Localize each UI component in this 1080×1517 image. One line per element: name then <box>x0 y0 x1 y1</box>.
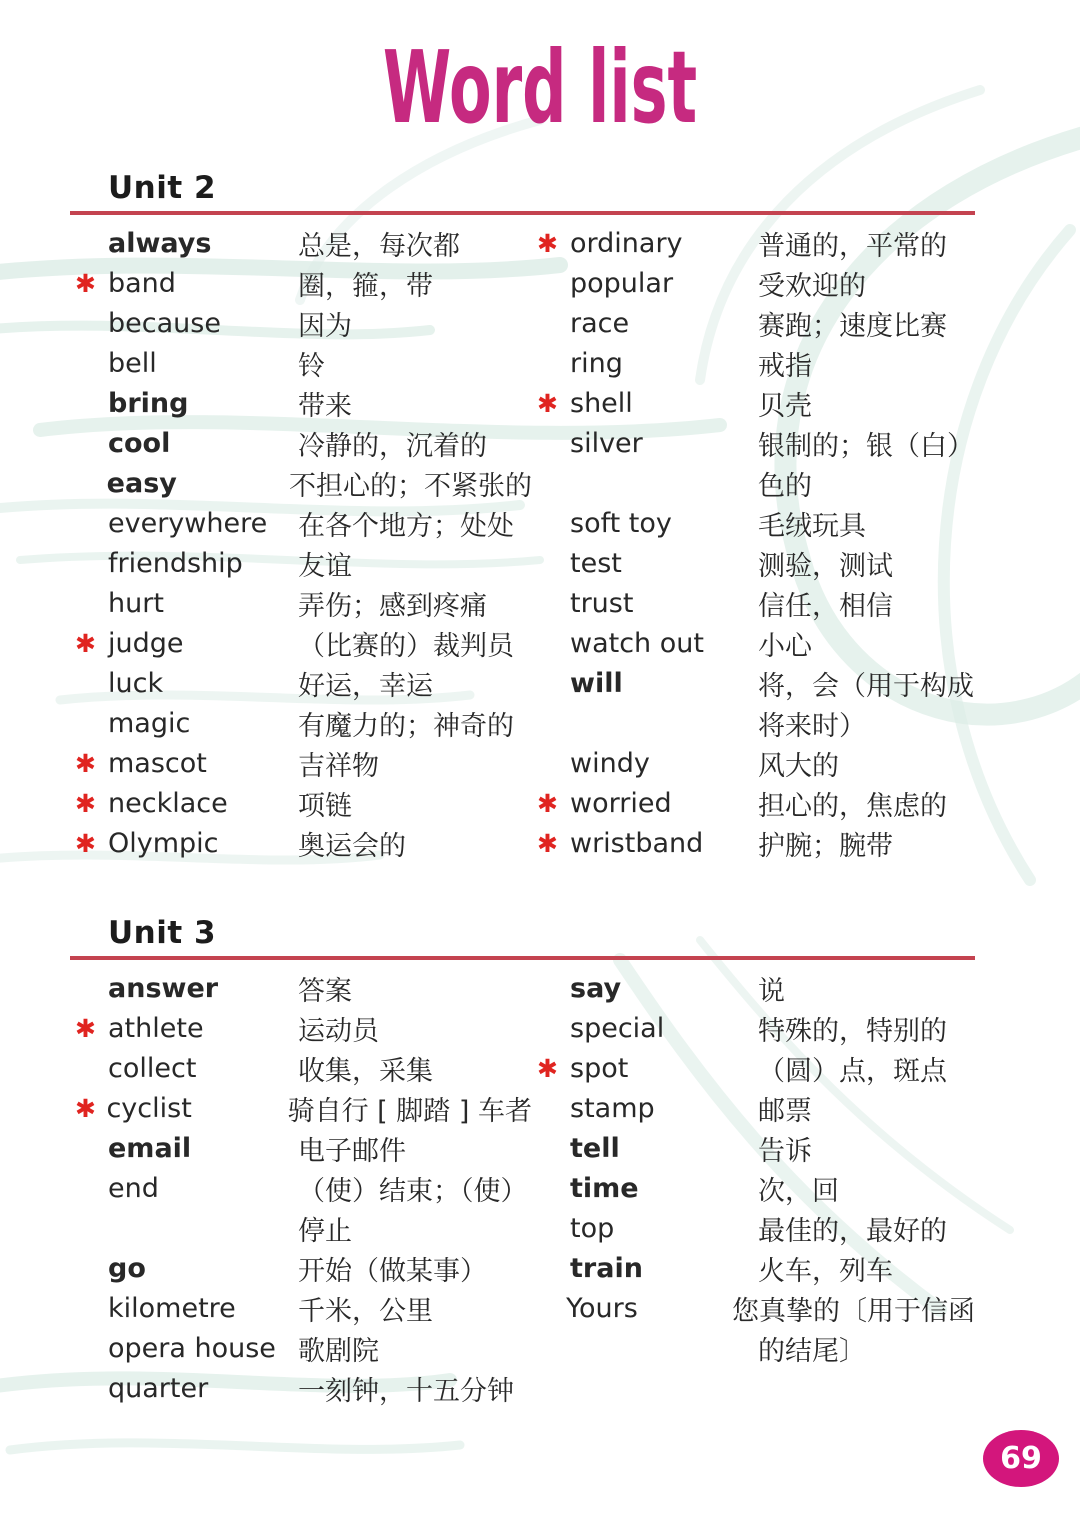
word-entry <box>532 1288 975 1328</box>
word-entry <box>70 263 532 303</box>
word-entry <box>532 423 975 463</box>
english-word: mascot <box>108 747 207 779</box>
english-word: trust <box>570 587 634 619</box>
word-row <box>70 303 975 343</box>
chinese-translation: 护腕；腕带 <box>758 830 893 862</box>
english-word: opera house <box>108 1332 276 1364</box>
word-entry <box>532 1048 975 1088</box>
chinese-translation: 运动员 <box>298 1015 379 1047</box>
word-entry <box>70 343 532 383</box>
english-word: go <box>108 1252 146 1284</box>
english-word: quarter <box>108 1372 209 1404</box>
english-word: cyclist <box>106 1092 192 1124</box>
english-word: train <box>570 1252 643 1284</box>
asterisk-icon: ✱ <box>75 788 96 818</box>
chinese-translation: （比赛的）裁判员 <box>298 630 514 662</box>
word-entry <box>532 503 975 543</box>
section-unit-2 <box>70 170 975 863</box>
chinese-translation: 小心 <box>758 630 812 662</box>
chinese-translation: 铃 <box>298 350 325 382</box>
english-word: always <box>108 227 212 259</box>
english-word: shell <box>570 387 633 419</box>
english-word: luck <box>108 667 164 699</box>
chinese-translation: 奥运会的 <box>298 830 406 862</box>
word-row <box>70 1048 975 1088</box>
word-entry <box>70 303 532 343</box>
english-word: windy <box>570 747 650 779</box>
chinese-translation: 冷静的，沉着的 <box>298 430 487 462</box>
chinese-translation: 告诉 <box>758 1135 812 1167</box>
asterisk-icon: ✱ <box>75 268 96 298</box>
word-entry <box>532 303 975 343</box>
word-row <box>70 1128 975 1168</box>
word-row <box>70 1008 975 1048</box>
chinese-translation: 电子邮件 <box>298 1135 406 1167</box>
chinese-translation: 好运，幸运 <box>298 670 433 702</box>
unit-3-word-rows <box>70 968 975 1408</box>
english-word: Yours <box>566 1292 638 1324</box>
english-word: popular <box>570 267 674 299</box>
word-entry <box>70 823 532 863</box>
word-entry <box>532 703 975 743</box>
chinese-translation: 圈，箍，带 <box>298 270 433 302</box>
word-entry <box>70 423 532 463</box>
word-row <box>70 463 975 503</box>
word-row <box>70 263 975 303</box>
word-entry <box>70 1088 532 1128</box>
english-word: ordinary <box>570 227 683 259</box>
chinese-translation: 赛跑；速度比赛 <box>758 310 947 342</box>
word-entry <box>70 1328 532 1368</box>
unit-3-heading: Unit 3 <box>108 915 217 951</box>
chinese-translation: 毛绒玩具 <box>758 510 866 542</box>
chinese-translation: 因为 <box>298 310 352 342</box>
english-word: time <box>570 1172 639 1204</box>
word-entry <box>532 263 975 303</box>
english-word: bring <box>108 387 189 419</box>
word-row <box>70 543 975 583</box>
chinese-translation: 吉祥物 <box>298 750 379 782</box>
chinese-translation: 友谊 <box>298 550 352 582</box>
page-number-badge <box>983 1430 1059 1487</box>
page-title: Word list <box>382 29 698 146</box>
chinese-translation: 收集，采集 <box>298 1055 433 1087</box>
english-word: answer <box>108 972 219 1004</box>
asterisk-icon: ✱ <box>75 1013 96 1043</box>
chinese-translation: 说 <box>758 975 785 1007</box>
chinese-translation: 一刻钟，十五分钟 <box>298 1375 514 1407</box>
word-entry <box>70 968 532 1008</box>
asterisk-icon: ✱ <box>75 748 96 778</box>
chinese-translation: 歌剧院 <box>298 1335 379 1367</box>
word-row <box>70 1368 975 1408</box>
chinese-translation: 有魔力的；神奇的 <box>298 710 514 742</box>
english-word: friendship <box>108 547 243 579</box>
word-row <box>70 1288 975 1328</box>
word-entry <box>532 543 975 583</box>
chinese-translation: 次，回 <box>758 1175 839 1207</box>
english-word: cool <box>108 427 171 459</box>
english-word: Olympic <box>108 827 219 859</box>
word-entry <box>70 703 532 743</box>
word-entry <box>532 1208 975 1248</box>
word-entry <box>70 1008 532 1048</box>
english-word: necklace <box>108 787 228 819</box>
chinese-translation: 色的 <box>758 470 812 502</box>
word-entry <box>70 1288 532 1328</box>
word-entry <box>532 1328 975 1368</box>
asterisk-icon: ✱ <box>75 828 96 858</box>
english-word: wristband <box>570 827 704 859</box>
chinese-translation: 答案 <box>298 975 352 1007</box>
word-row <box>70 503 975 543</box>
english-word: collect <box>108 1052 197 1084</box>
asterisk-icon: ✱ <box>75 1093 96 1123</box>
english-word: tell <box>570 1132 620 1164</box>
asterisk-icon: ✱ <box>537 1053 558 1083</box>
english-word: end <box>108 1172 159 1204</box>
asterisk-icon: ✱ <box>75 628 96 658</box>
word-entry <box>532 743 975 783</box>
english-word: magic <box>108 707 191 739</box>
word-row <box>70 1088 975 1128</box>
word-row <box>70 823 975 863</box>
word-entry <box>532 1008 975 1048</box>
english-word: top <box>570 1212 615 1244</box>
english-word: band <box>108 267 176 299</box>
chinese-translation: 将，会（用于构成 <box>758 670 974 702</box>
english-word: will <box>570 667 623 699</box>
word-entry <box>70 223 532 263</box>
chinese-translation: 邮票 <box>758 1095 812 1127</box>
word-row <box>70 1168 975 1208</box>
english-word: watch out <box>570 627 704 659</box>
english-word: everywhere <box>108 507 268 539</box>
asterisk-icon: ✱ <box>537 788 558 818</box>
word-row <box>70 743 975 783</box>
word-entry <box>70 1208 532 1248</box>
word-row <box>70 423 975 463</box>
word-row <box>70 663 975 703</box>
chinese-translation: 测验，测试 <box>758 550 893 582</box>
english-word: silver <box>570 427 643 459</box>
chinese-translation: 普通的，平常的 <box>758 230 947 262</box>
word-row <box>70 783 975 823</box>
word-row <box>70 223 975 263</box>
word-entry <box>70 1168 532 1208</box>
asterisk-icon: ✱ <box>537 228 558 258</box>
chinese-translation: 受欢迎的 <box>758 270 866 302</box>
english-word: spot <box>570 1052 629 1084</box>
word-entry <box>70 583 532 623</box>
english-word: email <box>108 1132 192 1164</box>
chinese-translation: 总是，每次都 <box>298 230 460 262</box>
english-word: because <box>108 307 221 339</box>
word-entry <box>532 823 975 863</box>
english-word: judge <box>108 627 184 659</box>
english-word: athlete <box>108 1012 204 1044</box>
chinese-translation: 千米，公里 <box>298 1295 433 1327</box>
word-row <box>70 343 975 383</box>
word-entry <box>532 383 975 423</box>
unit-2-heading: Unit 2 <box>108 170 217 206</box>
english-word: race <box>570 307 630 339</box>
section-unit-3 <box>70 915 975 1408</box>
word-row <box>70 968 975 1008</box>
word-entry <box>70 383 532 423</box>
word-entry <box>70 743 532 783</box>
word-entry <box>532 968 975 1008</box>
chinese-translation: 带来 <box>298 390 352 422</box>
chinese-translation: （圆）点，斑点 <box>758 1055 947 1087</box>
english-word: ring <box>570 347 623 379</box>
chinese-translation: 停止 <box>298 1215 352 1247</box>
chinese-translation: 开始（做某事） <box>298 1255 487 1287</box>
chinese-translation: 您真挚的〔用于信函 <box>732 1295 975 1327</box>
chinese-translation: 的结尾〕 <box>758 1335 866 1367</box>
word-entry <box>532 1248 975 1288</box>
word-entry <box>70 783 532 823</box>
chinese-translation: 将来时） <box>758 710 866 742</box>
english-word: easy <box>106 467 177 499</box>
word-row <box>70 1248 975 1288</box>
english-word: bell <box>108 347 157 379</box>
word-entry <box>70 1048 532 1088</box>
word-entry <box>532 583 975 623</box>
word-entry <box>532 783 975 823</box>
word-row <box>70 703 975 743</box>
english-word: hurt <box>108 587 164 619</box>
unit-2-rule <box>70 211 975 215</box>
unit-2-word-rows <box>70 223 975 863</box>
word-entry <box>532 1168 975 1208</box>
word-entry <box>532 1128 975 1168</box>
chinese-translation: 信任，相信 <box>758 590 893 622</box>
word-entry <box>70 663 532 703</box>
word-entry <box>532 1368 975 1408</box>
page-number: 69 <box>1000 1441 1042 1476</box>
word-row <box>70 383 975 423</box>
word-entry <box>70 1248 532 1288</box>
chinese-translation: 贝壳 <box>758 390 812 422</box>
unit-3-rule <box>70 956 975 960</box>
chinese-translation: 骑自行 [ 脚踏 ] 车者 <box>287 1095 532 1127</box>
asterisk-icon: ✱ <box>537 828 558 858</box>
english-word: say <box>570 972 622 1004</box>
chinese-translation: 项链 <box>298 790 352 822</box>
word-row <box>70 583 975 623</box>
chinese-translation: （使）结束；（使） <box>298 1175 528 1207</box>
english-word: kilometre <box>108 1292 236 1324</box>
word-entry <box>70 623 532 663</box>
chinese-translation: 在各个地方；处处 <box>298 510 514 542</box>
english-word: test <box>570 547 622 579</box>
word-entry <box>70 1368 532 1408</box>
word-entry <box>532 663 975 703</box>
word-row <box>70 623 975 663</box>
english-word: stamp <box>570 1092 655 1124</box>
english-word: special <box>570 1012 665 1044</box>
chinese-translation: 风大的 <box>758 750 839 782</box>
word-entry <box>532 1088 975 1128</box>
word-entry <box>70 503 532 543</box>
english-word: soft toy <box>570 507 672 539</box>
word-entry <box>70 1128 532 1168</box>
chinese-translation: 不担心的；不紧张的 <box>289 470 532 502</box>
chinese-translation: 担心的，焦虑的 <box>758 790 947 822</box>
asterisk-icon: ✱ <box>537 388 558 418</box>
chinese-translation: 特殊的，特别的 <box>758 1015 947 1047</box>
chinese-translation: 戒指 <box>758 350 812 382</box>
chinese-translation: 银制的；银（白） <box>758 430 974 462</box>
word-entry <box>532 623 975 663</box>
word-entry <box>532 223 975 263</box>
word-entry <box>532 463 975 503</box>
word-entry <box>70 543 532 583</box>
word-row <box>70 1208 975 1248</box>
word-entry <box>70 463 532 503</box>
chinese-translation: 弄伤；感到疼痛 <box>298 590 487 622</box>
word-entry <box>532 343 975 383</box>
chinese-translation: 火车，列车 <box>758 1255 893 1287</box>
chinese-translation: 最佳的，最好的 <box>758 1215 947 1247</box>
english-word: worried <box>570 787 672 819</box>
word-row <box>70 1328 975 1368</box>
